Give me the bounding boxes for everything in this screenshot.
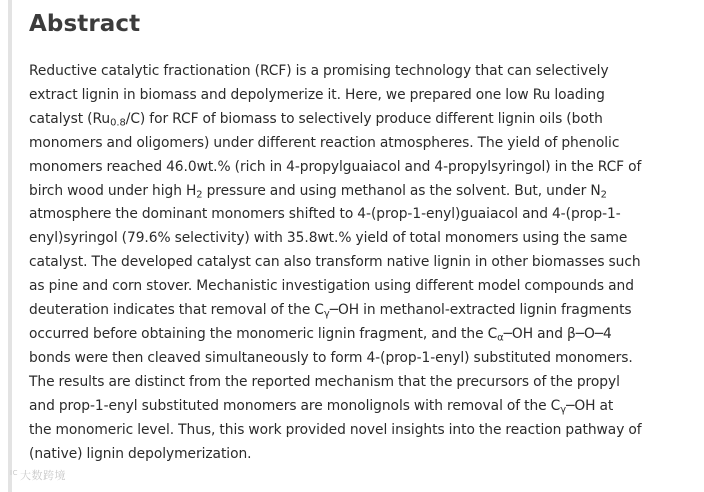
- text-run: extract lignin in biomass and depolymerize it. Here, we prepared one low Ru loading: [29, 86, 605, 103]
- text-run: bonds were then cleaved simultaneously to form 4-(prop-1-enyl) substituted monomers.: [29, 349, 633, 366]
- abstract-line: [29, 275, 697, 299]
- text-run: the monomeric level. Thus, this work provided novel insights into the reaction pathway of: [29, 421, 642, 438]
- subscript: 2: [600, 189, 607, 200]
- text-run: deuteration indicates that removal of the C: [29, 302, 324, 319]
- watermark-text: 大数跨境: [19, 469, 66, 482]
- text-run: catalyst (Ru: [29, 110, 111, 127]
- text-run: (native) lignin depolymerization.: [29, 445, 252, 462]
- abstract-line: [29, 323, 697, 347]
- text-run: birch wood under high H: [29, 182, 197, 199]
- abstract-line: [29, 395, 697, 419]
- text-run: /C) for RCF of biomass to selectively produce different lignin oils (both: [125, 110, 603, 127]
- text-run: pressure and using methanol as the solvent. But, under N: [202, 182, 601, 199]
- text-run: ─OH at: [566, 397, 614, 414]
- text-run: occurred before obtaining the monomeric lignin fragment, and the C: [29, 325, 498, 342]
- left-border-rule: [8, 0, 12, 492]
- subscript: γ: [323, 308, 330, 320]
- text-run: The results are distinct from the reported mechanism that the precursors of the propyl: [29, 373, 620, 390]
- text-run: atmosphere the dominant monomers shifted to 4-(prop-1-enyl)guaiacol and 4-(prop-1-: [29, 206, 621, 223]
- abstract-line: [29, 347, 697, 371]
- abstract-line: [29, 180, 697, 204]
- text-run: ─OH and β─O─4: [503, 325, 612, 342]
- section-heading: Abstract: [29, 11, 141, 37]
- abstract-line: [29, 108, 697, 132]
- abstract-line: [29, 419, 697, 443]
- text-run: ─OH in methanol-extracted lignin fragments: [329, 302, 632, 319]
- text-run: monomers reached 46.0wt.% (rich in 4-propylguaiacol and 4-propylsyringol) in the RCF of: [29, 158, 642, 175]
- abstract-line: [29, 156, 697, 180]
- abstract-paragraph: [29, 60, 697, 466]
- subscript: γ: [560, 404, 567, 416]
- text-run: catalyst. The developed catalyst can also transform native lignin in other biomasses such: [29, 254, 641, 271]
- subscript: 0.8: [110, 117, 126, 129]
- text-run: as pine and corn stover. Mechanistic investigation using different model compounds and: [29, 278, 634, 295]
- text-run: enyl)syringol (79.6% selectivity) with 35.8wt.% yield of total monomers using the same: [29, 230, 628, 247]
- text-run: Reductive catalytic fractionation (RCF) is a promising technology that can selectively: [29, 63, 609, 79]
- subscript: α: [497, 332, 504, 344]
- abstract-line: [29, 60, 697, 84]
- watermark-prefix: IC: [10, 469, 18, 477]
- abstract-line: [29, 227, 697, 251]
- abstract-line: [29, 299, 697, 323]
- abstract-section: [29, 6, 697, 466]
- subscript: 2: [196, 189, 203, 200]
- text-run: monomers and oligomers) under different reaction atmospheres. The yield of phenolic: [29, 134, 620, 151]
- abstract-line: [29, 443, 697, 467]
- watermark-logo: [10, 467, 66, 483]
- text-run: and prop-1-enyl substituted monomers are monolignols with removal of the C: [29, 397, 561, 414]
- abstract-line: [29, 203, 697, 227]
- abstract-line: [29, 251, 697, 275]
- abstract-line: [29, 84, 697, 108]
- abstract-line: [29, 132, 697, 156]
- abstract-line: [29, 371, 697, 395]
